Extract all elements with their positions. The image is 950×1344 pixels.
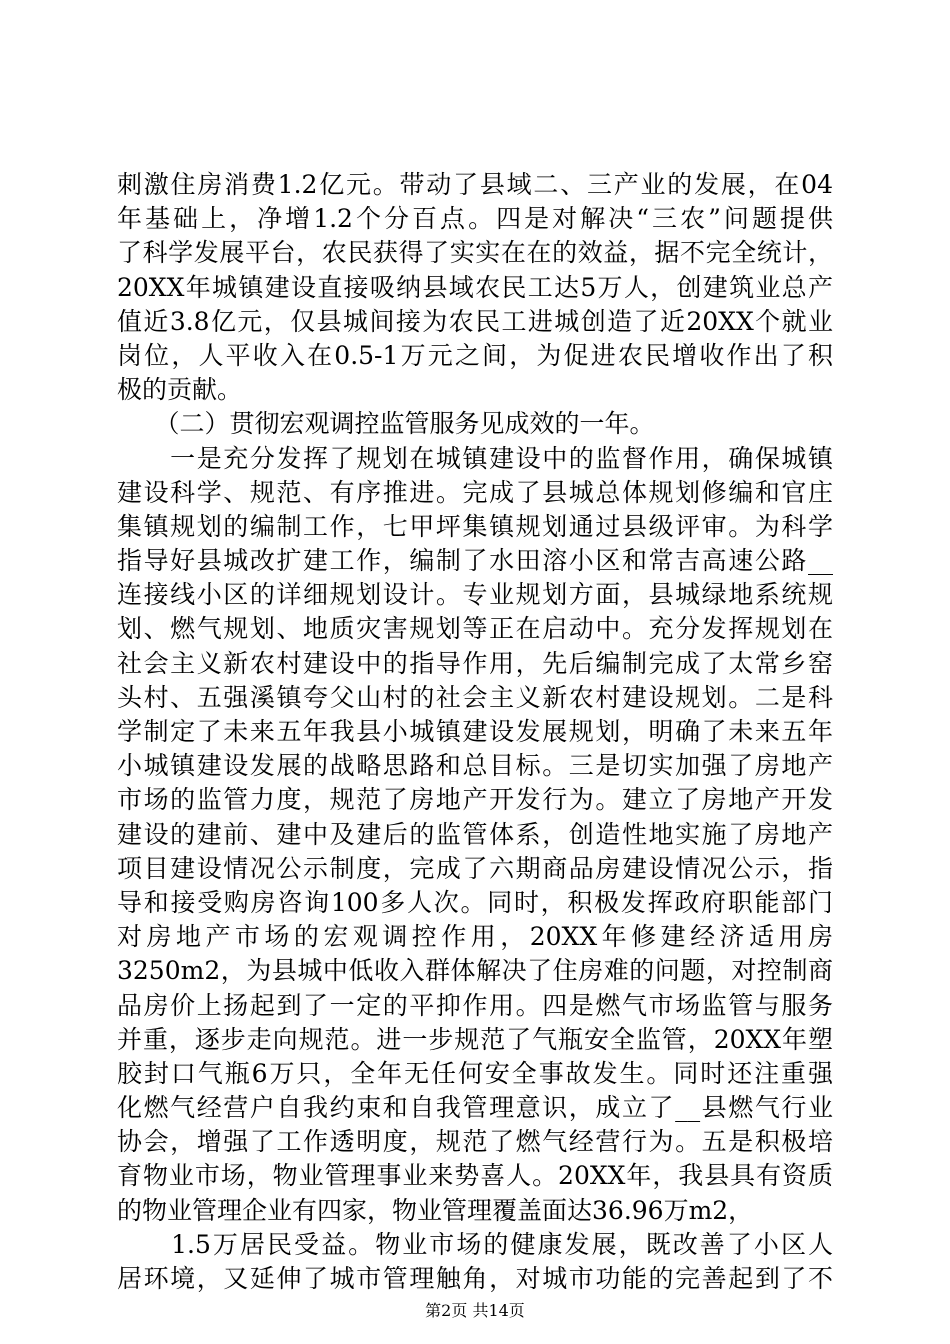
text-line: 品房价上扬起到了一定的平抑作用。四是燃气市场监管与服务 (117, 990, 833, 1020)
text-line: 20XX年城镇建设直接吸纳县域农民工达5万人，创建筑业总产 (117, 272, 833, 302)
text-line: 的物业管理企业有四家，物业管理覆盖面达36.96万m2， (117, 1195, 754, 1225)
text-line: 并重，逐步走向规范。进一步规范了气瓶安全监管，20XX年塑 (117, 1024, 833, 1054)
text-line: 指导好县城改扩建工作，编制了水田溶小区和常吉高速公路__ (117, 546, 833, 576)
text-line: 项目建设情况公示制度，完成了六期商品房建设情况公示，指 (117, 853, 833, 883)
text-line: 岗位，人平收入在0.5-1万元之间，为促进农民增收作出了积 (117, 340, 833, 370)
text-line: 刺激住房消费1.2亿元。带动了县域二、三产业的发展，在04 (117, 170, 833, 199)
text-line: 极的贡献。 (117, 375, 243, 405)
text-line: 值近3.8亿元，仅县城间接为农民工进城创造了近20XX个就业 (117, 306, 833, 336)
text-line: 建设的建前、建中及建后的监管体系，创造性地实施了房地产 (117, 819, 833, 849)
text-line: 集镇规划的编制工作，七甲坪集镇规划通过县级评审。为科学 (117, 511, 833, 541)
text-line: 3250m2，为县城中低收入群体解决了住房难的问题，对控制商 (117, 956, 833, 986)
text-line: 年基础上，净增1.2个分百点。四是对解决“三农”问题提供 (117, 204, 833, 234)
text-line: 市场的监管力度，规范了房地产开发行为。建立了房地产开发 (117, 785, 833, 815)
text-line: 了科学发展平台，农民获得了实实在在的效益，据不完全统计， (117, 238, 833, 268)
text-line: 导和接受购房咨询100多人次。同时，积极发挥政府职能部门 (117, 887, 833, 917)
text-line: 社会主义新农村建设中的指导作用，先后编制完成了太常乡窑 (117, 648, 833, 678)
text-line: 建设科学、规范、有序推进。完成了县城总体规划修编和官庄 (117, 477, 833, 507)
text-line: 育物业市场，物业管理事业来势喜人。20XX年，我县具有资质 (117, 1161, 833, 1191)
text-line: 划、燃气规划、地质灾害规划等正在启动中。充分发挥规划在 (117, 614, 833, 644)
body-text (117, 168, 833, 1296)
page-number-footer: 第2页 共14页 (425, 1301, 525, 1320)
text-line: 小城镇建设发展的战略思路和总目标。三是切实加强了房地产 (117, 751, 833, 781)
text-line: 居环境，又延伸了城市管理触角，对城市功能的完善起到了不 (117, 1264, 833, 1293)
text-line: 连接线小区的详细规划设计。专业规划方面，县城绿地系统规 (117, 580, 833, 610)
text-line: 胶封口气瓶6万只，全年无任何安全事故发生。同时还注重强 (117, 1058, 833, 1088)
text-line: 一是充分发挥了规划在城镇建设中的监督作用，确保城镇 (117, 443, 833, 473)
section-heading: （二）贯彻宏观调控监管服务见成效的一年。 (117, 409, 655, 439)
text-line: 协会，增强了工作透明度，规范了燃气经营行为。五是积极培 (117, 1127, 833, 1157)
text-line: 头村、五强溪镇夸父山村的社会主义新农村建设规划。二是科 (117, 682, 833, 712)
text-line: 化燃气经营户自我约束和自我管理意识，成立了__县燃气行业 (117, 1093, 833, 1123)
text-line: 1.5万居民受益。物业市场的健康发展，既改善了小区人 (117, 1229, 833, 1259)
text-line: 对房地产市场的宏观调控作用，20XX年修建经济适用房 (117, 922, 833, 952)
text-line: 学制定了未来五年我县小城镇建设发展规划，明确了未来五年 (117, 717, 833, 746)
